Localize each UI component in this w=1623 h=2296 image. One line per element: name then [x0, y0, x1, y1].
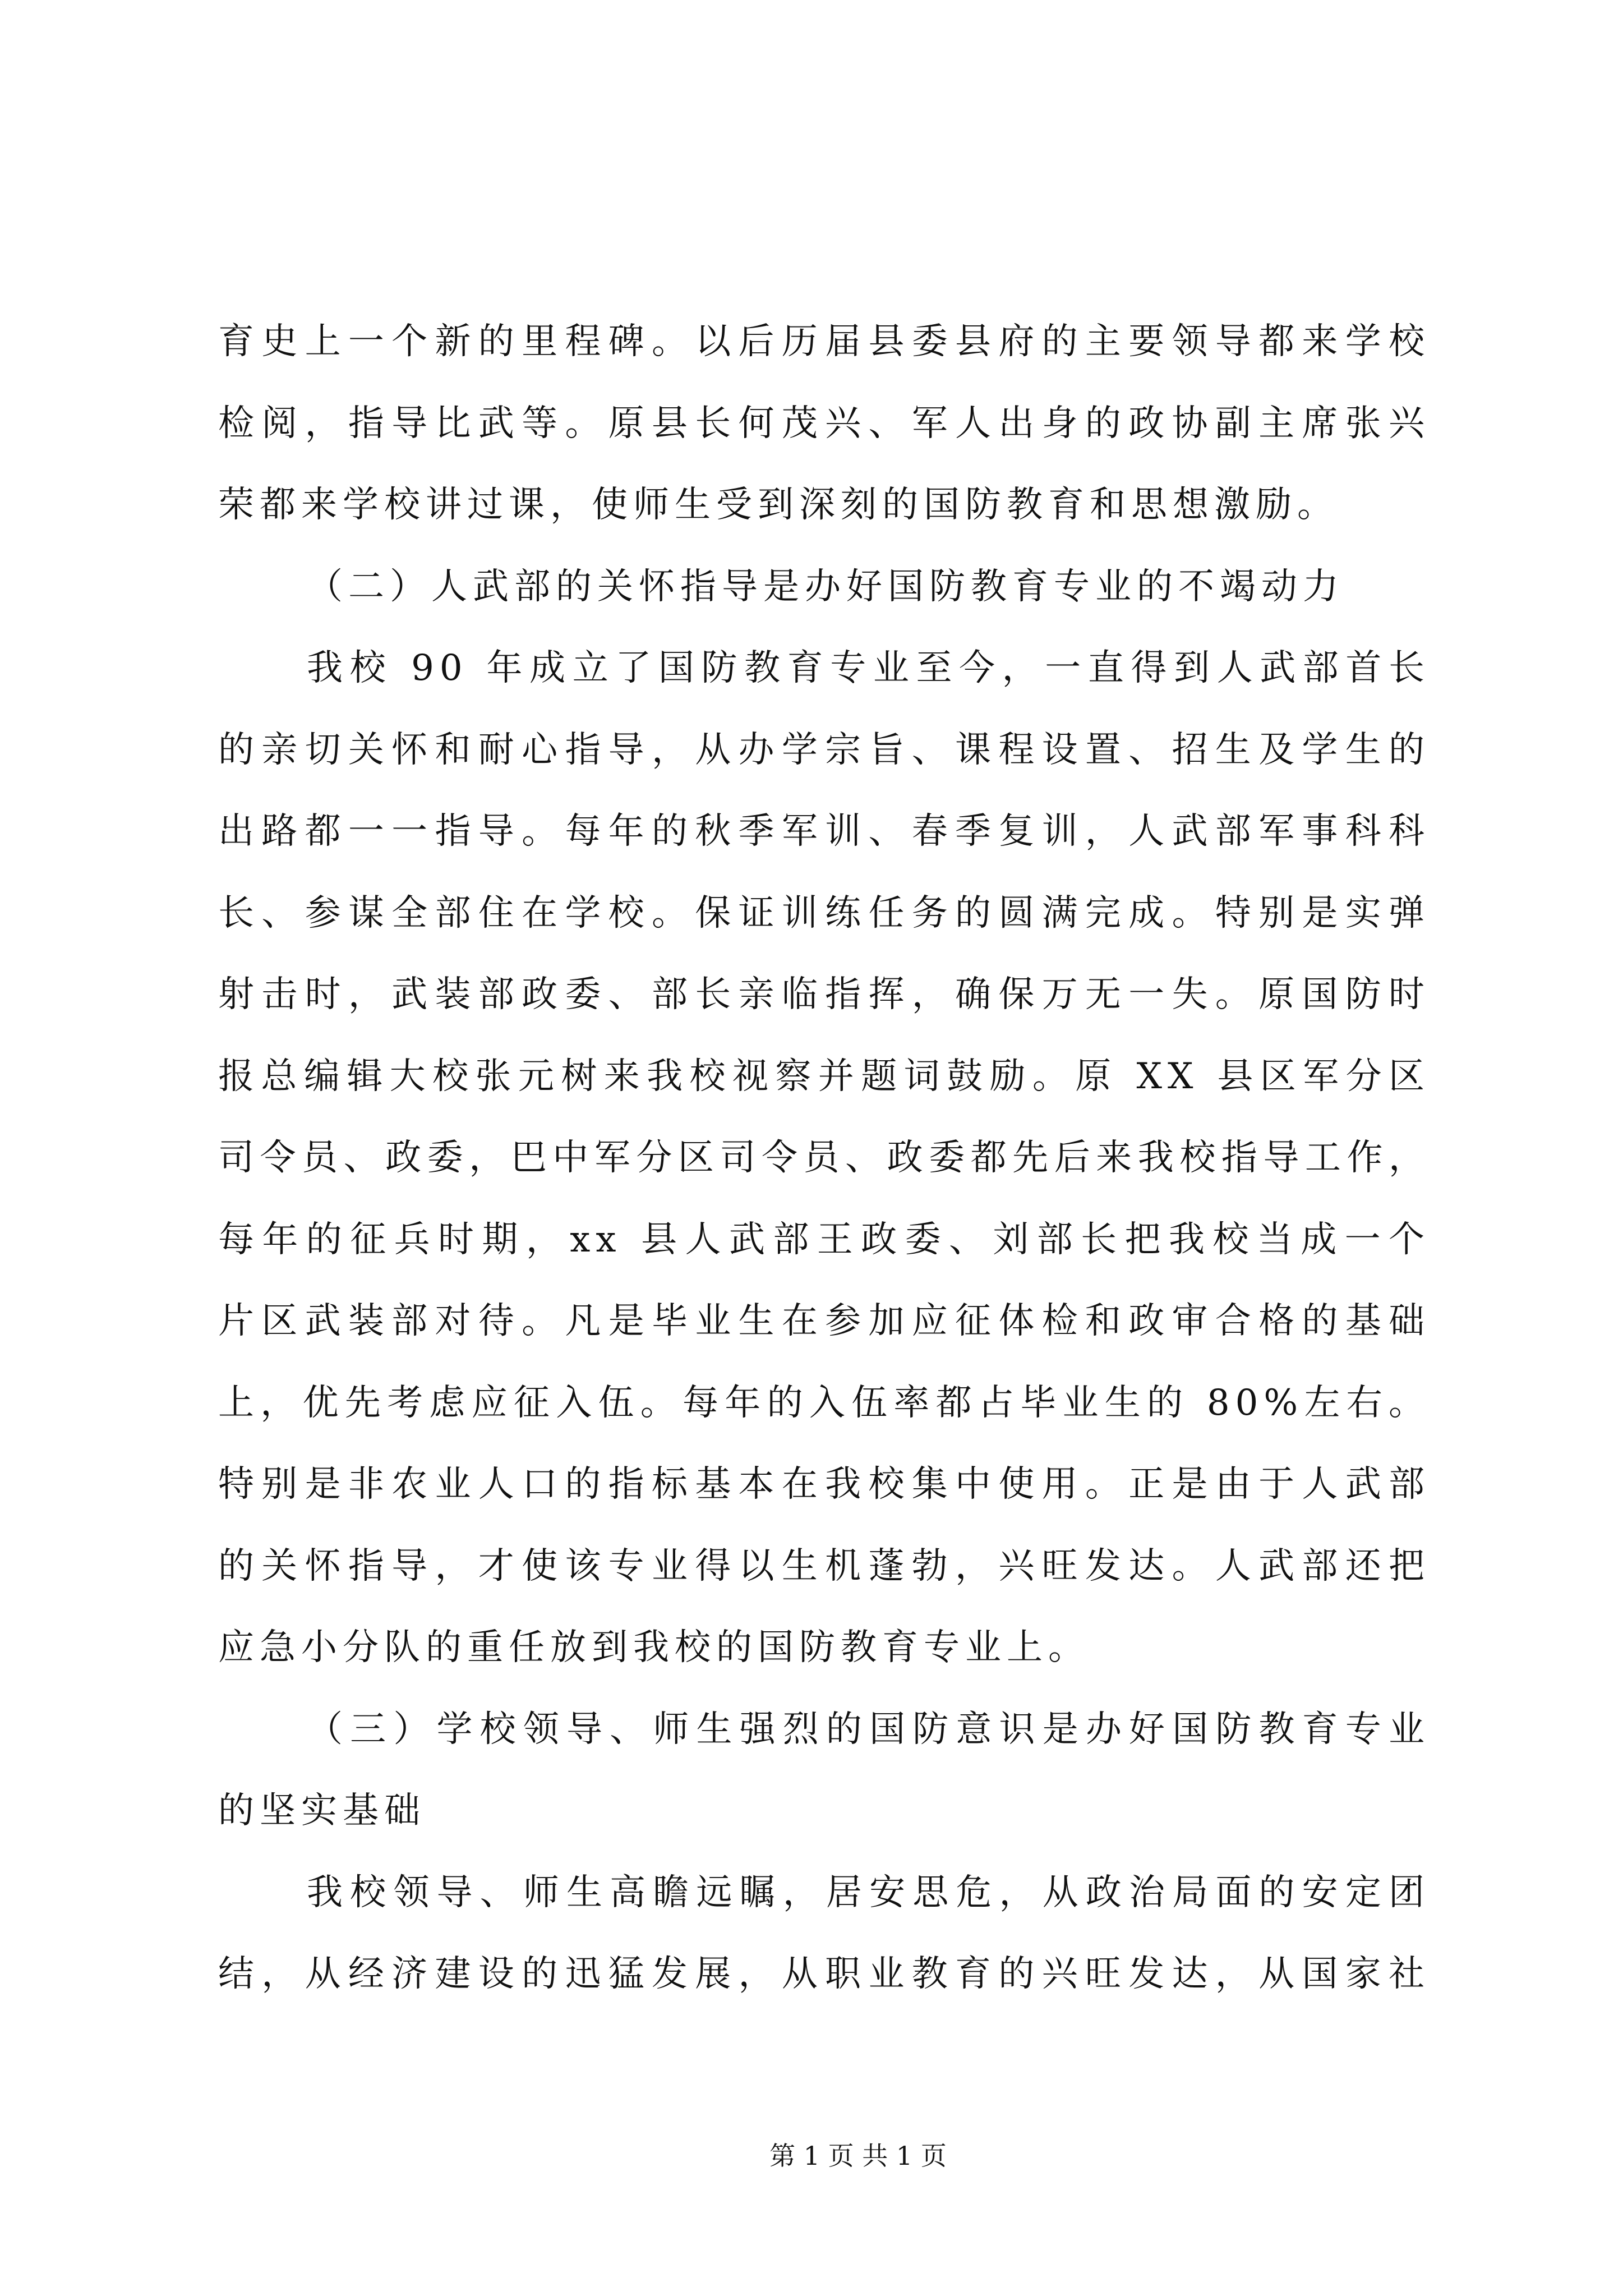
text-line: 出路都一一指导。每年的秋季军训、春季复训，人武部军事科科: [218, 811, 1430, 852]
text-line: 片区武装部对待。凡是毕业生在参加应征体检和政审合格的基础: [218, 1300, 1430, 1342]
section-heading-continuation: 的坚实基础: [218, 1790, 426, 1832]
page-footer: 第 1 页 共 1 页: [769, 2141, 947, 2171]
section-heading: （三）学校领导、师生强烈的国防意识是办好国防教育专业: [307, 1708, 1430, 1750]
text-line: 上，优先考虑应征入伍。每年的入伍率都占毕业生的 80%左右。: [218, 1382, 1430, 1424]
text-line: 我校领导、师生高瞻远瞩，居安思危，从政治局面的安定团: [307, 1871, 1430, 1913]
text-line: 司令员、政委，巴中军分区司令员、政委都先后来我校指导工作，: [218, 1137, 1430, 1179]
text-line: 的关怀指导，才使该专业得以生机蓬勃，兴旺发达。人武部还把: [218, 1545, 1430, 1587]
text-line: 我校 90 年成立了国防教育专业至今，一直得到人武部首长: [307, 647, 1430, 689]
text-line: 每年的征兵时期，xx 县人武部王政委、刘部长把我校当成一个: [218, 1218, 1430, 1260]
document-body: [218, 301, 1430, 2016]
text-line: 结，从经济建设的迅猛发展，从职业教育的兴旺发达，从国家社: [218, 1953, 1430, 1995]
text-line: 报总编辑大校张元树来我校视察并题词鼓励。原 XX 县区军分区: [218, 1055, 1430, 1097]
text-line: 育史上一个新的里程碑。以后历届县委县府的主要领导都来学校: [218, 321, 1430, 362]
text-line: 荣都来学校讲过课，使师生受到深刻的国防教育和思想激励。: [218, 484, 1339, 526]
text-line: 特别是非农业人口的指标基本在我校集中使用。正是由于人武部: [218, 1464, 1430, 1505]
text-line: 检阅，指导比武等。原县长何茂兴、军人出身的政协副主席张兴: [218, 402, 1430, 444]
text-line: 应急小分队的重任放到我校的国防教育专业上。: [218, 1627, 1090, 1668]
text-line: 长、参谋全部住在学校。保证训练任务的圆满完成。特别是实弹: [218, 892, 1430, 934]
text-line: 的亲切关怀和耐心指导，从办学宗旨、课程设置、招生及学生的: [218, 729, 1430, 771]
section-heading: （二）人武部的关怀指导是办好国防教育专业的不竭动力: [307, 565, 1344, 608]
text-line: 射击时，武装部政委、部长亲临指挥，确保万无一失。原国防时: [218, 974, 1430, 1015]
